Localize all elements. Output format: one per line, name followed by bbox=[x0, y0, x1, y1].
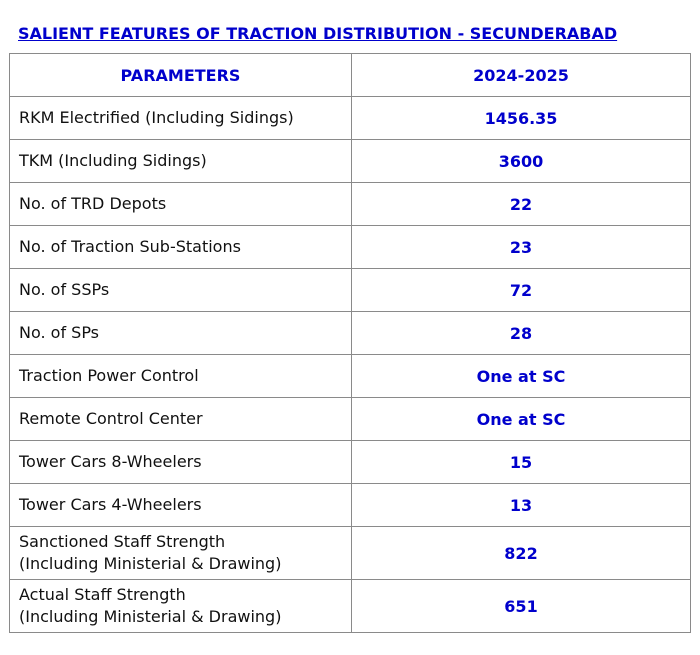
page-title: SALIENT FEATURES OF TRACTION DISTRIBUTION - SECUNDERABAD bbox=[18, 24, 618, 43]
parameter-cell: Remote Control Center bbox=[10, 398, 352, 441]
value-cell: 3600 bbox=[352, 140, 691, 183]
parameters-header: PARAMETERS bbox=[10, 54, 352, 97]
table-row bbox=[10, 580, 691, 633]
table-row bbox=[10, 527, 691, 580]
value-cell: 651 bbox=[352, 580, 691, 633]
parameter-cell: No. of Traction Sub-Stations bbox=[10, 226, 352, 269]
table-row bbox=[10, 441, 691, 484]
table-header-row bbox=[10, 54, 691, 97]
parameter-cell: Tower Cars 4-Wheelers bbox=[10, 484, 352, 527]
value-cell: 1456.35 bbox=[352, 97, 691, 140]
parameter-cell: Tower Cars 8-Wheelers bbox=[10, 441, 352, 484]
table-row bbox=[10, 140, 691, 183]
table-row bbox=[10, 398, 691, 441]
parameter-line: Actual Staff Strength bbox=[19, 585, 186, 604]
table-row bbox=[10, 269, 691, 312]
table-row bbox=[10, 312, 691, 355]
parameter-cell: Traction Power Control bbox=[10, 355, 352, 398]
value-cell: One at SC bbox=[352, 398, 691, 441]
parameter-line: (Including Ministerial & Drawing) bbox=[19, 607, 282, 626]
table-row bbox=[10, 226, 691, 269]
table-row bbox=[10, 183, 691, 226]
value-cell: 13 bbox=[352, 484, 691, 527]
value-cell: 22 bbox=[352, 183, 691, 226]
value-cell: One at SC bbox=[352, 355, 691, 398]
parameter-line: Sanctioned Staff Strength bbox=[19, 532, 226, 551]
parameter-cell: TKM (Including Sidings) bbox=[10, 140, 352, 183]
parameter-cell: No. of SPs bbox=[10, 312, 352, 355]
value-cell: 72 bbox=[352, 269, 691, 312]
parameter-cell: No. of SSPs bbox=[10, 269, 352, 312]
table-row bbox=[10, 484, 691, 527]
parameter-line: (Including Ministerial & Drawing) bbox=[19, 554, 282, 573]
parameter-cell bbox=[10, 580, 352, 633]
salient-features-table bbox=[9, 53, 691, 633]
value-cell: 28 bbox=[352, 312, 691, 355]
table-row bbox=[10, 355, 691, 398]
parameter-cell: No. of TRD Depots bbox=[10, 183, 352, 226]
parameter-cell: RKM Electrified (Including Sidings) bbox=[10, 97, 352, 140]
value-cell: 822 bbox=[352, 527, 691, 580]
parameter-cell bbox=[10, 527, 352, 580]
table-row bbox=[10, 97, 691, 140]
value-cell: 15 bbox=[352, 441, 691, 484]
year-header: 2024-2025 bbox=[352, 54, 691, 97]
value-cell: 23 bbox=[352, 226, 691, 269]
